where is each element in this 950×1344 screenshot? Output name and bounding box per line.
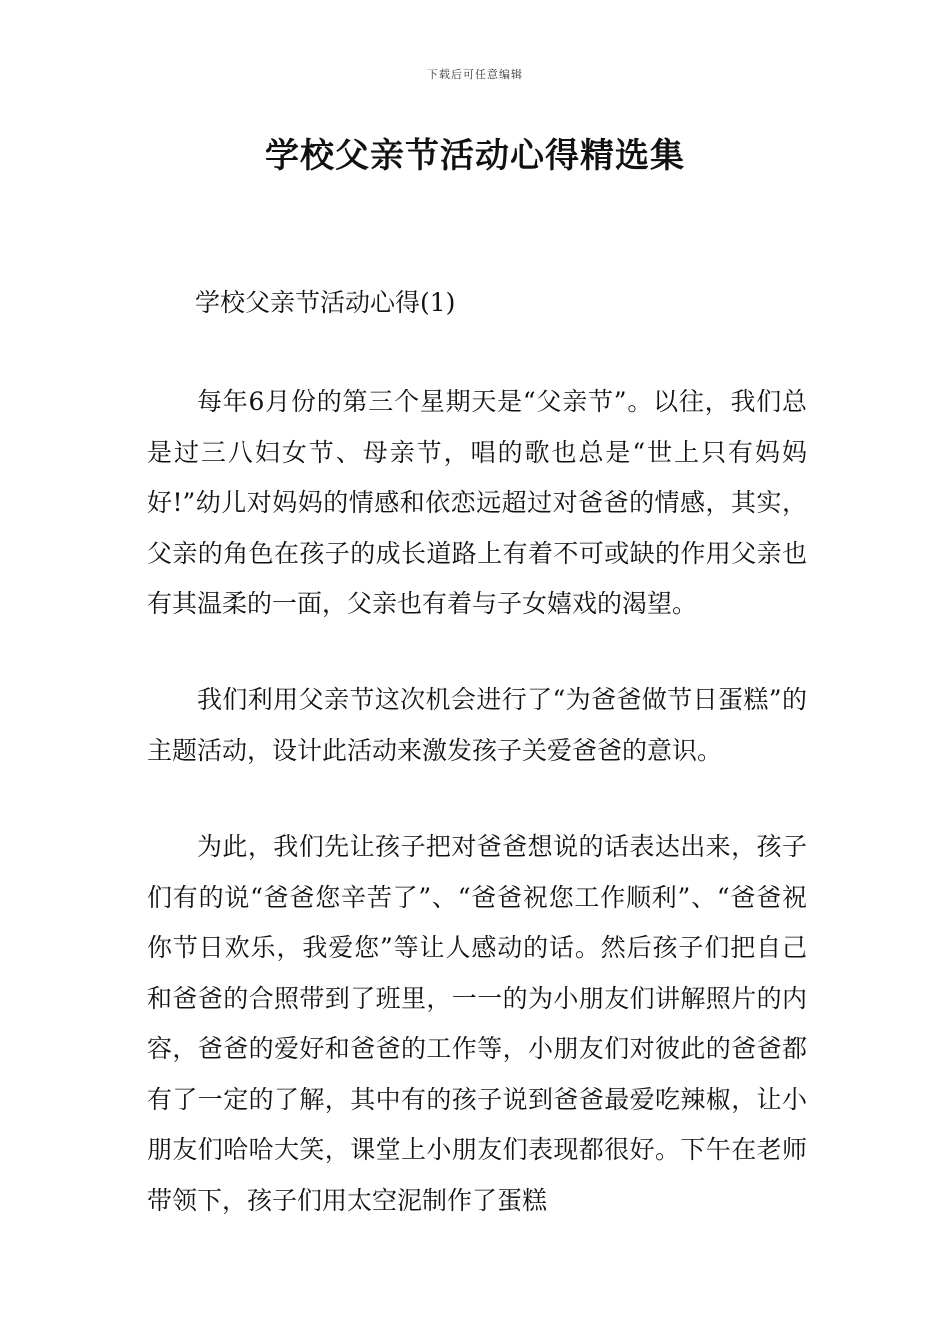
paragraph-1: 每年6月份的第三个星期天是“父亲节”。以往，我们总是过三八妇女节、母亲节，唱的歌也总是“世上只有妈妈好!”幼儿对妈妈的情感和依恋远超过对爸爸的情感，其实，父亲的角色在孩子的成长道路上有着不可或缺的作用父亲也有其温柔的一面，父亲也有着与子女嬉戏的渴望。 [147,387,807,618]
section-title: 学校父亲节活动心得(1) [195,288,456,317]
paragraph-3: 为此，我们先让孩子把对爸爸想说的话表达出来，孩子们有的说“爸爸您辛苦了”、“爸爸祝您工作顺利”、“爸爸祝你节日欢乐，我爱您”等让人感动的话。然后孩子们把自己和爸爸的合照带到了班里，一一的为小朋友们讲解照片的内容，爸爸的爱好和爸爸的工作等，小朋友们对彼此的爸爸都有了一定的了解，其中有的孩子说到爸爸最爱吃辣椒，让小朋友们哈哈大笑，课堂上小朋友们表现都很好。下午在老师带领下，孩子们用太空泥制作了蛋糕 [147,832,807,1215]
header-note: 下载后可任意编辑 [427,68,523,81]
paragraph-2: 我们利用父亲节这次机会进行了“为爸爸做节日蛋糕”的主题活动，设计此活动来激发孩子关爱爸爸的意识。 [147,685,807,765]
document-title: 学校父亲节活动心得精选集 [265,136,685,176]
